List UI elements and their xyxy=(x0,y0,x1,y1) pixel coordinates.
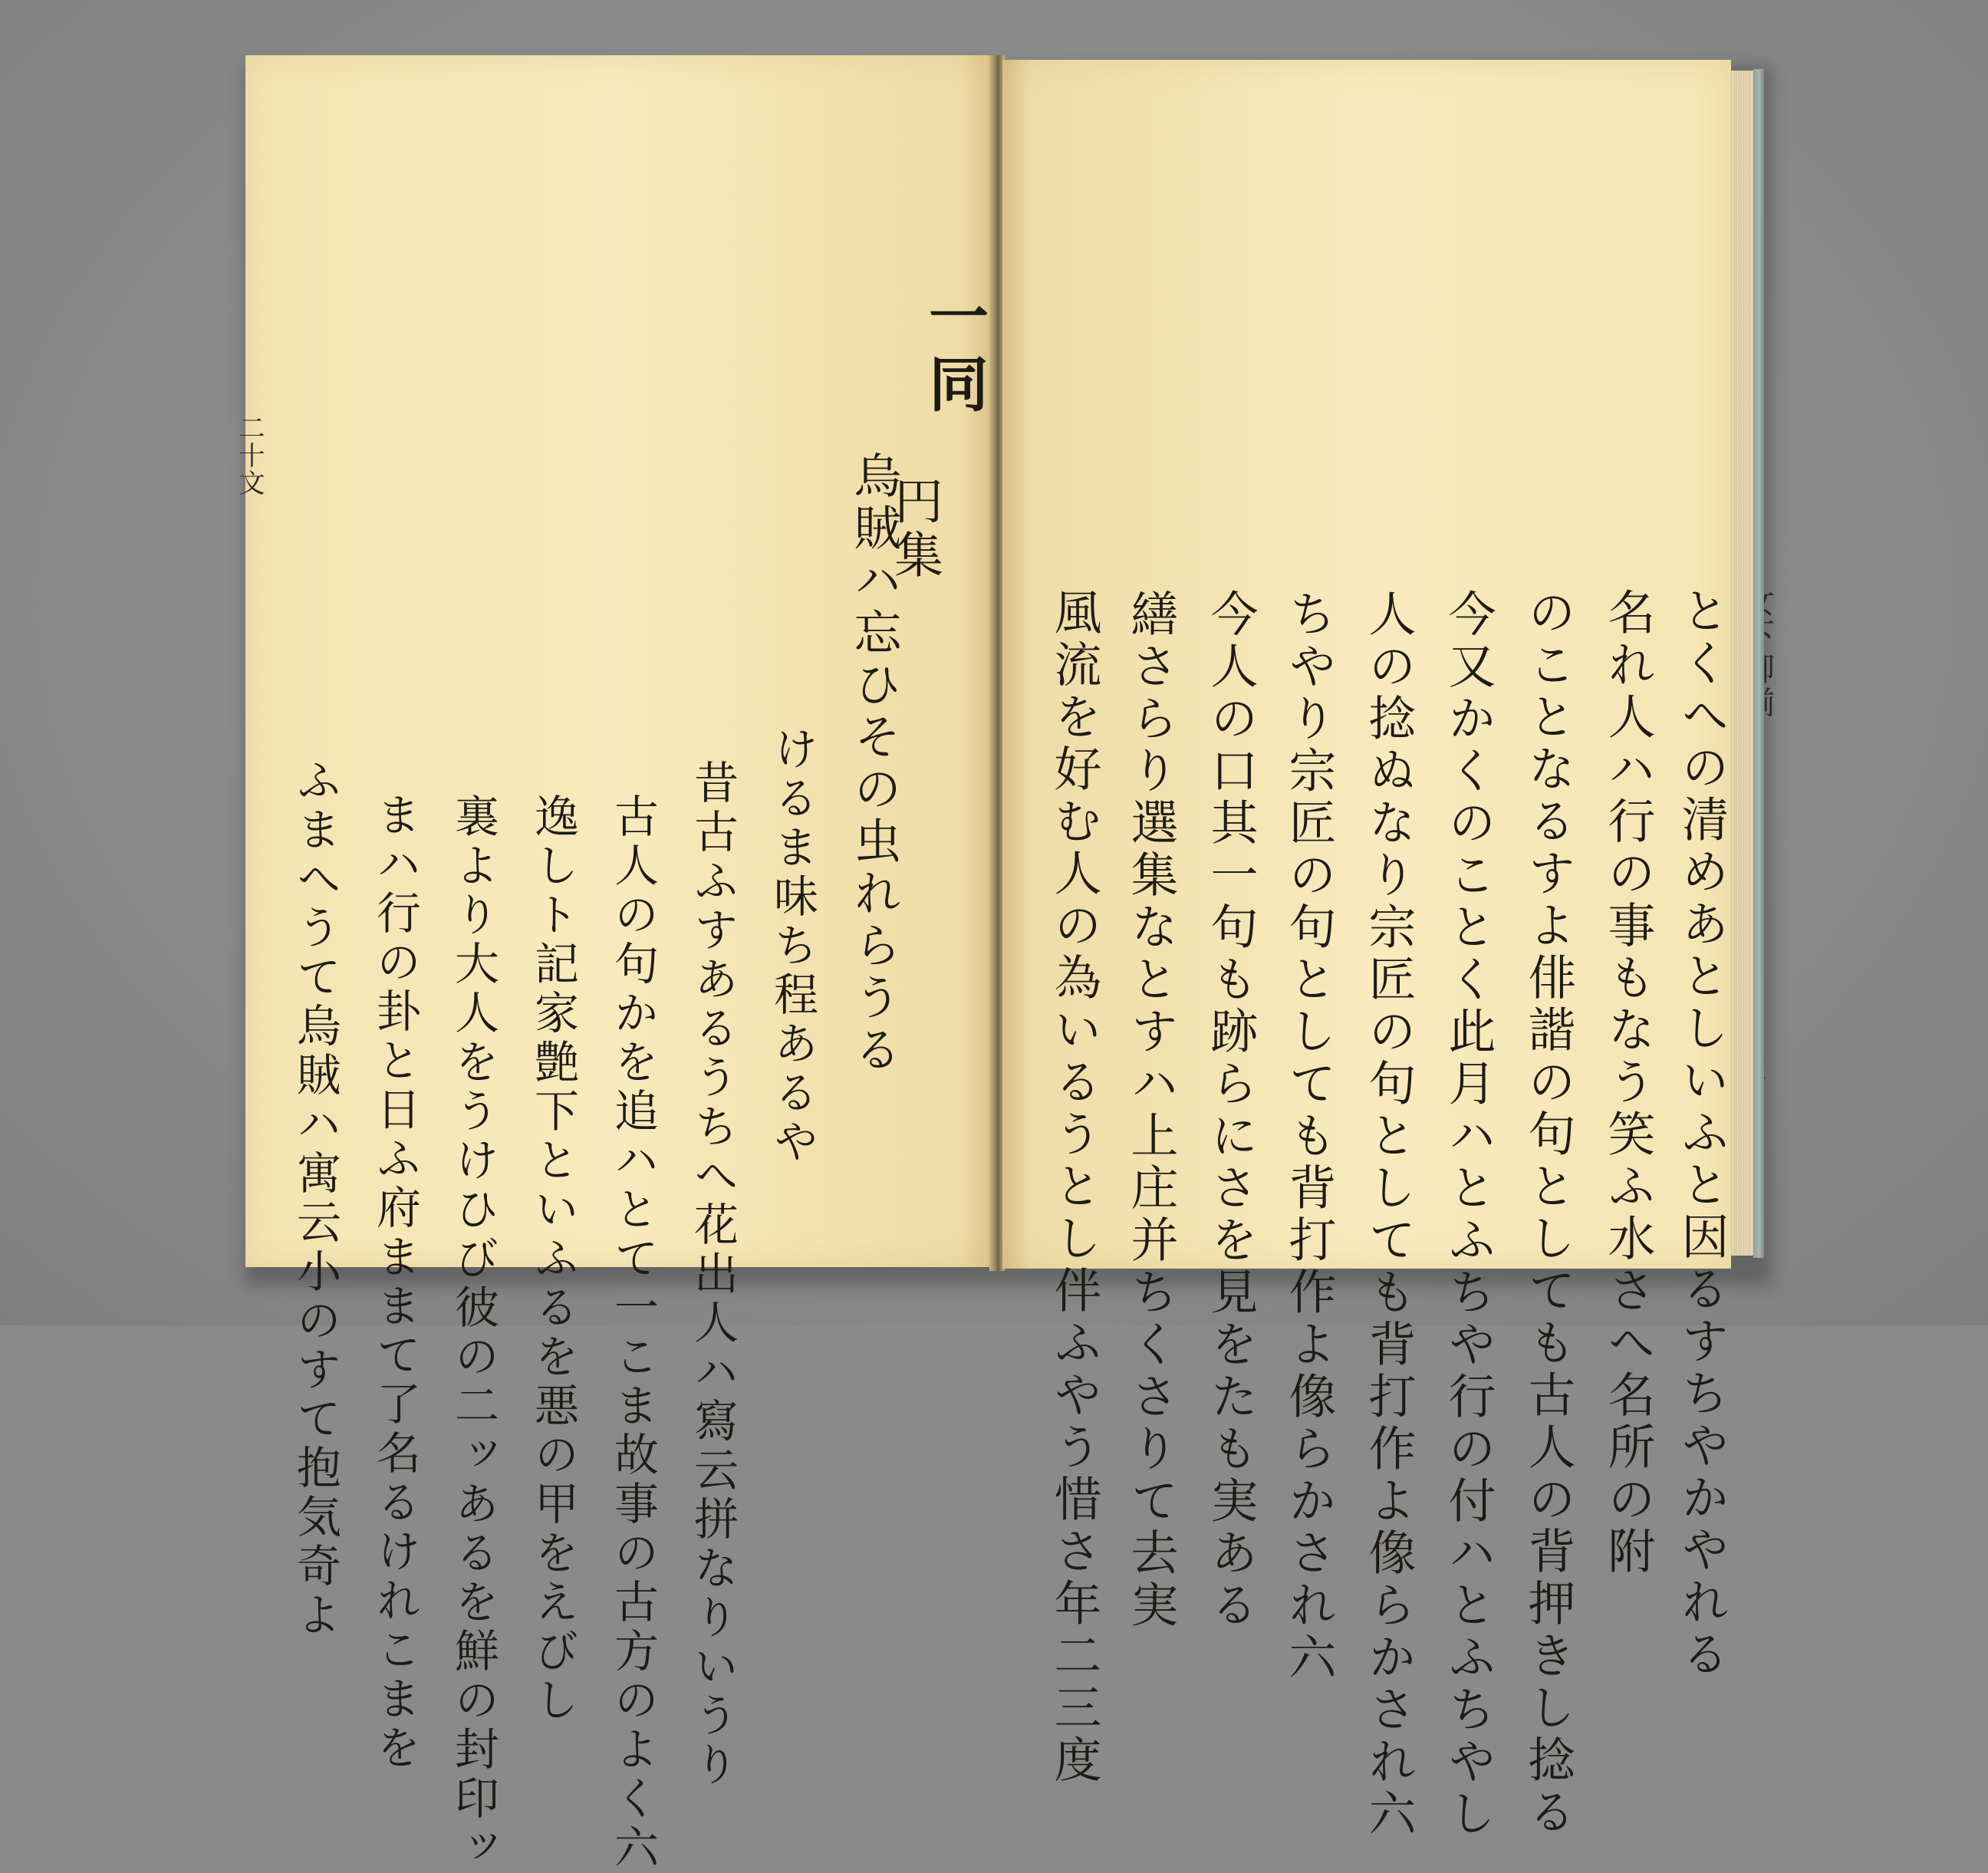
right-column-1: とくへの清めあとしいふと因るすちやかやれる xyxy=(1674,586,1730,1681)
left-column-5: 逸しト記家艶下といふるを悪の甲をえびし xyxy=(527,793,579,1726)
right-column-4: 今又かくのことく此月ハとふちや行の付ハとふちやし xyxy=(1440,589,1496,1841)
left-column-4: 古人の句かを追ハとて一こま故事の古方のよく六 xyxy=(607,793,659,1873)
right-column-5: 人の捻ぬなり宗匠の句としても背打作よ像らかされ六 xyxy=(1361,589,1417,1841)
open-book xyxy=(234,55,1766,1873)
left-column-3: 昔古ふすあるうちへ花出人ハ寫云拼なりいうり xyxy=(686,759,739,1790)
left-column-1: 烏賊ハ忘ひその虫れらうる xyxy=(846,451,902,1077)
right-column-2: 名れ人ハ行の事もなう笑ふ水さへ名所の附 xyxy=(1600,588,1656,1578)
book-cover-edge xyxy=(1753,69,1764,1258)
left-column-7: まハ行の卦と日ふ府ままて了名るけれこまを xyxy=(369,792,421,1773)
left-margin-note: 二十文 xyxy=(234,414,265,497)
page-block-edge xyxy=(1730,71,1756,1256)
right-column-8: 繕さらり選集なとすハ上庄并ちくさりて去実 xyxy=(1123,589,1179,1632)
right-column-9: 風流を好む人の為いるうとし伴ふやう惜さ年二三度 xyxy=(1046,588,1102,1787)
right-column-3: のことなるすよ俳諧の句としても古人の背押きし捻る xyxy=(1520,588,1576,1839)
left-page xyxy=(234,55,991,1873)
left-subheading: 円集 xyxy=(886,476,943,583)
right-page xyxy=(1002,60,1731,1841)
right-column-7: 今人の口其一句も跡らにさを見をたも実ある xyxy=(1203,589,1259,1632)
right-column-6: ちやり宗匠の句としても背打作よ像らかされ六 xyxy=(1281,589,1337,1684)
left-column-6: 裏より大人をうけひび彼の二ッあるを鮮の封印ッ xyxy=(447,793,499,1873)
left-heading: 一同 xyxy=(919,285,989,420)
left-column-2: けるま味ち程あるや xyxy=(766,726,818,1167)
left-column-8: ふまへうて烏賊ハ寓云小のすて抱気奇よ xyxy=(289,757,341,1641)
